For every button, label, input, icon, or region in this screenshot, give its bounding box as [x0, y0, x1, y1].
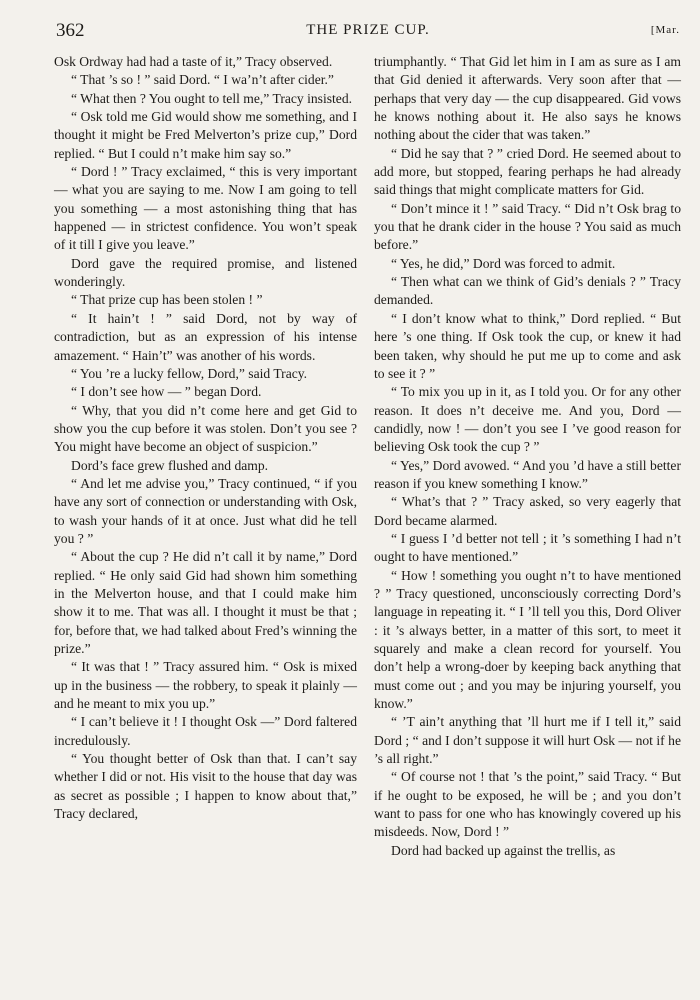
- paragraph: “ I don’t see how — ” began Dord.: [71, 384, 262, 400]
- paragraph: “ Don’t mince it ! ” said Tracy. “ Did n’t Osk brag to you that he drank cider in the house ? You said as much before.”: [374, 200, 681, 253]
- paragraph: “ Then what can we think of Gid’s denials ? ” Tracy demanded.: [374, 274, 681, 308]
- running-title: THE PRIZE CUP.: [306, 22, 430, 38]
- paragraph: Dord’s face grew flushed and damp.: [71, 457, 269, 473]
- paragraph: “ Why, that you did n’t come here and get Gid to show you the cup before it was stolen. Don’t you see ? You might have become an object of suspicion.”: [54, 402, 357, 455]
- paragraph: “ It hain’t ! ” said Dord, not by way of contradiction, but as an expression of his intense amazement. “ Hain’t” was another of his words.: [54, 310, 357, 363]
- page-number: 362: [56, 20, 85, 41]
- paragraph: Dord had backed up against the trellis, as: [391, 842, 616, 858]
- right-text-column: [374, 53, 681, 860]
- paragraph: triumphantly. “ That Gid let him in I am as sure as I am that Gid denied it afterwards. Very soon after that — perhaps that very day — the cup disappeared. Gid vows he knows nothing about it. He also says he knows nothing about the cider that was taken.”: [374, 54, 681, 143]
- paragraph: “ Dord ! ” Tracy exclaimed, “ this is very important — what you are saying to me. Now I am going to tell you something — a most astonishing thing that has happened — in strictest confidence. You won’t speak of it till I give you leave.”: [54, 164, 357, 253]
- paragraph: “ You thought better of Osk than that. I can’t say whether I did or not. His visit to the house that day was as secret as possible ; I happen to know about that,” Tracy declared,: [54, 751, 357, 822]
- paragraph: “ Did he say that ? ” cried Dord. He seemed about to add more, but stopped, fearing perhaps he had already said things that might complicate matters for Gid.: [374, 145, 681, 198]
- paragraph: “ Yes, he did,” Dord was forced to admit.: [391, 255, 616, 271]
- paragraph: Dord gave the required promise, and listened wonderingly.: [54, 255, 357, 290]
- paragraph: “ Yes,” Dord avowed. “ And you ’d have a still better reason if you knew something I know.”: [374, 457, 681, 491]
- paragraph: “ ’T ain’t anything that ’ll hurt me if I tell it,” said Dord ; “ and I don’t suppose it will hurt Osk — not if he ’s all right.”: [374, 714, 681, 767]
- paragraph: “ And let me advise you,” Tracy continued, “ if you have any sort of connection or understanding with Osk, to wash your hands of it at once. Just what did he tell you ? ”: [54, 475, 357, 546]
- paragraph: “ I guess I ’d better not tell ; it ’s something I had n’t ought to have mentioned.”: [374, 530, 681, 565]
- left-text-column: [54, 53, 357, 823]
- paragraph: “ What then ? You ought to tell me,” Tracy insisted.: [71, 90, 353, 106]
- paragraph: “ You ’re a lucky fellow, Dord,” said Tracy.: [71, 365, 308, 381]
- paragraph: “ How ! something you ought n’t to have mentioned ? ” Tracy questioned, unconsciously correcting Dord’s language in repeating it. “ I ’ll tell you this, Dord Oliver : it ’s always better, in a matter of this sort, to meet it squarely and make a clean record for yourself. You don’t help a wrong-doer by keeping back anything that must come out ; and you may be injuring yourself, you know.”: [374, 567, 681, 712]
- paragraph: “ To mix you up in it, as I told you. Or for any other reason. It does n’t deceive me. And you, Dord — candidly, now ! — don’t you see I ’ve good reason for believing Osk took the cup ? ”: [374, 384, 681, 455]
- paragraph: “ I can’t believe it ! I thought Osk —” Dord faltered incredulously.: [54, 714, 357, 748]
- paragraph: “ Of course not ! that ’s the point,” said Tracy. “ But if he ought to be exposed, he will be ; and you don’t want to pass for one who has knowingly covered up his misdeeds. Now, Dord ! ”: [374, 769, 681, 840]
- paragraph: “ Osk told me Gid would show me something, and I thought it might be Fred Melverton’s prize cup,” Dord replied. “ But I could n’t make him say so.”: [54, 109, 357, 161]
- paragraph: “ What’s that ? ” Tracy asked, so very eagerly that Dord became alarmed.: [374, 494, 681, 528]
- paragraph: Osk Ordway had had a taste of it,” Tracy observed.: [54, 54, 333, 69]
- paragraph: “ That prize cup has been stolen ! ”: [71, 292, 263, 308]
- running-header: [56, 22, 680, 44]
- paragraph: “ It was that ! ” Tracy assured him. “ Osk is mixed up in the business — the robbery, to speak it plainly — and he meant to mix you up.”: [54, 659, 357, 712]
- paragraph: “ That ’s so ! ” said Dord. “ I wa’n’t after cider.”: [71, 72, 334, 88]
- paragraph: “ About the cup ? He did n’t call it by name,” Dord replied. “ He only said Gid had shown him something in the Melverton house, and that I could make him show it to me. That was all. I thought it must be that ; for, before that, we had talked about Fred’s winning the prize.”: [54, 549, 357, 656]
- paragraph: “ I don’t know what to think,” Dord replied. “ But here ’s one thing. If Osk took the cup, or knew it had been taken, why should he put me up to come and ask to see it ? ”: [374, 310, 681, 381]
- month-label: [Mar.: [650, 24, 680, 36]
